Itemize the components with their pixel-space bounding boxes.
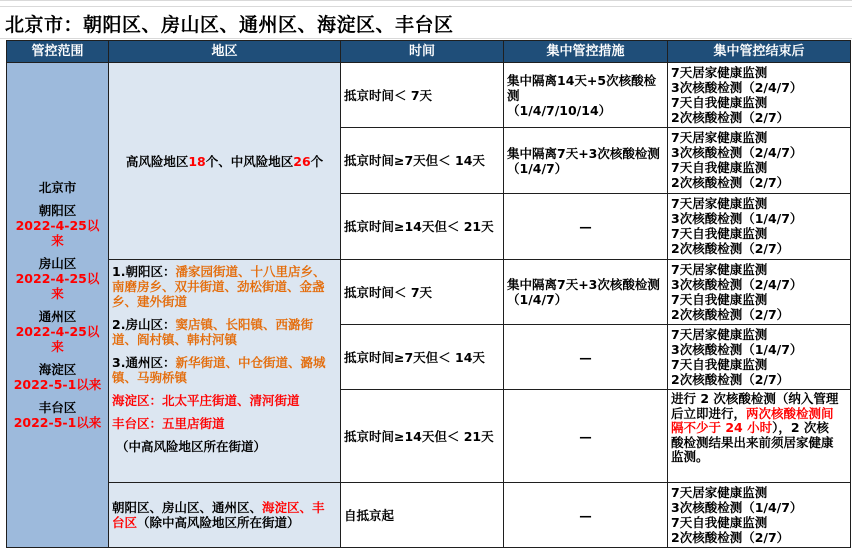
after-cell	[668, 390, 851, 483]
after-line	[671, 407, 847, 422]
scope-city: 北京市	[38, 180, 77, 195]
header-time: 时间	[341, 41, 504, 63]
after-line: 7天居家健康监测	[671, 327, 768, 342]
time-cell: 抵京时间≥7天但＜ 14天	[341, 325, 504, 390]
scope-cell	[7, 63, 109, 548]
time-cell: 抵京时间＜ 7天	[341, 260, 504, 325]
after-line: 3次核酸检测（1/4/7）	[671, 211, 803, 226]
area-label: 3.通州区：	[112, 355, 176, 370]
area-tongzhou	[112, 355, 337, 385]
after-cell	[668, 325, 851, 390]
scope-district: 通州区	[38, 309, 77, 324]
time-cell: 抵京时间＜ 7天	[341, 63, 504, 128]
measure-cell	[504, 63, 668, 128]
after-line: 7天自我健康监测	[671, 515, 768, 530]
after-line: 7天自我健康监测	[671, 95, 768, 110]
area-text: （除中高风险地区所在街道）	[137, 515, 300, 530]
after-cell	[668, 260, 851, 325]
time-cell: 自抵京起	[341, 483, 504, 548]
measure-cell	[504, 128, 668, 194]
after-line: 3次核酸检测（1/4/7）	[671, 342, 803, 357]
after-cell	[668, 63, 851, 128]
measure-line: （1/4/7/10/14）	[507, 102, 612, 118]
scope-district: 房山区	[38, 256, 77, 271]
header-measures: 集中管控措施	[504, 41, 668, 63]
after-line: 2次核酸检测（2/7）	[671, 110, 790, 125]
measure-cell: —	[504, 483, 668, 548]
table-row	[7, 63, 851, 128]
after-highlight: 隔不少于 24 小时	[671, 420, 773, 435]
table-row	[7, 483, 851, 548]
measure-line: 集中隔离7天+3次核酸检测	[507, 145, 660, 161]
area-text: 朝阳区、房山区、通州区、	[112, 500, 263, 515]
area-text: 高风险地区	[125, 153, 189, 169]
after-line: 7天居家健康监测	[671, 262, 768, 277]
after-line: 进行 2 次核酸检测（纳入管理	[671, 391, 839, 406]
time-cell: 抵京时间≥7天但＜ 14天	[341, 128, 504, 194]
after-line: 7天居家健康监测	[671, 485, 768, 500]
measure-line: 集中隔离7天+3次核酸检测	[507, 277, 660, 292]
area-haidian: 海淀区：北太平庄街道、清河街道	[112, 393, 300, 408]
header-row	[7, 41, 851, 63]
page-title: 北京市：朝阳区、房山区、通州区、海淀区、丰台区	[5, 14, 454, 36]
header-area: 地区	[109, 41, 341, 63]
after-line: 3次核酸检测（1/4/7）	[671, 500, 803, 515]
scope-district: 丰台区	[38, 400, 77, 415]
scope-date: 2022-5-1以来	[13, 415, 102, 430]
after-line: 酸检测结果出来前须居家健康	[671, 434, 834, 450]
area-other	[109, 483, 341, 548]
measure-cell: —	[504, 325, 668, 390]
after-cell	[668, 128, 851, 194]
area-high-risk	[109, 63, 341, 260]
area-streets-list: 潘家园街道、十八里店乡、南磨房乡、双井街道、劲松街道、金盏乡、建外街道	[112, 264, 326, 309]
after-line: 7天居家健康监测	[671, 130, 768, 145]
mid-risk-count: 26	[293, 153, 311, 169]
time-cell: 抵京时间≥14天但＜ 21天	[341, 390, 504, 483]
area-streets-list: 窦店镇、长阳镇、西潞街道、阎村镇、韩村河镇	[112, 317, 313, 347]
after-line: 7天自我健康监测	[671, 226, 768, 241]
header-scope: 管控范围	[7, 41, 109, 63]
after-line: 7天居家健康监测	[671, 65, 768, 80]
area-text: 个	[310, 153, 324, 169]
after-line: 7天自我健康监测	[671, 292, 768, 307]
after-highlight: 两次核酸检测间	[746, 405, 834, 421]
scope-date: 2022-5-1以来	[13, 377, 102, 392]
area-fangshan	[112, 317, 337, 347]
high-risk-count: 18	[188, 153, 206, 169]
measure-cell: —	[504, 194, 668, 260]
after-line: 3次核酸检测（2/4/7）	[671, 80, 803, 95]
after-cell	[668, 483, 851, 548]
measure-line: （1/4/7）	[507, 160, 568, 176]
area-text: 个、中风险地区	[205, 153, 294, 169]
table-row	[7, 260, 851, 325]
header-after: 集中管控结束后	[668, 41, 851, 63]
area-streets	[109, 260, 341, 483]
after-line: 2次核酸检测（2/7）	[671, 241, 790, 256]
after-line: 3次核酸检测（2/4/7）	[671, 145, 803, 160]
after-cell	[668, 194, 851, 260]
after-line: 2次核酸检测（2/7）	[671, 372, 790, 387]
measure-cell: —	[504, 390, 668, 483]
area-chaoyang	[112, 264, 337, 309]
measure-line: （1/4/7）	[507, 292, 568, 307]
scope-district: 海淀区	[38, 362, 77, 377]
after-line: 7天居家健康监测	[671, 196, 768, 211]
after-line: 7天自我健康监测	[671, 357, 768, 372]
after-line: 3次核酸检测（2/4/7）	[671, 277, 803, 292]
area-label: 1.朝阳区：	[112, 264, 176, 279]
after-line	[671, 421, 847, 436]
scope-date: 2022-4-25以来	[15, 324, 100, 354]
after-line: 7天自我健康监测	[671, 160, 768, 175]
after-line: 2次核酸检测（2/7）	[671, 307, 790, 322]
time-cell: 抵京时间≥14天但＜ 21天	[341, 194, 504, 260]
control-table	[6, 40, 851, 548]
scope-date: 2022-4-25以来	[15, 271, 100, 301]
area-fengtai: 丰台区：五里店街道	[112, 416, 225, 431]
area-streets-list: 新华街道、中仓街道、潞城镇、马驹桥镇	[112, 355, 326, 385]
scope-district: 朝阳区	[38, 203, 77, 218]
after-line: 监测。	[671, 449, 709, 464]
after-line: 2次核酸检测（2/7）	[671, 175, 790, 190]
area-note: （中高风险地区所在街道）	[116, 439, 267, 454]
measure-cell	[504, 260, 668, 325]
after-text: 后立即进行，	[671, 405, 747, 421]
area-label: 2.房山区：	[112, 317, 176, 332]
scope-date: 2022-4-25以来	[15, 218, 100, 248]
measure-line: 集中隔离14天+5次核酸检测	[507, 72, 657, 103]
after-text: ），2 次核	[772, 420, 829, 435]
after-line: 2次核酸检测（2/7）	[671, 530, 790, 545]
area-highlight: 海淀区、丰台区	[112, 500, 325, 530]
